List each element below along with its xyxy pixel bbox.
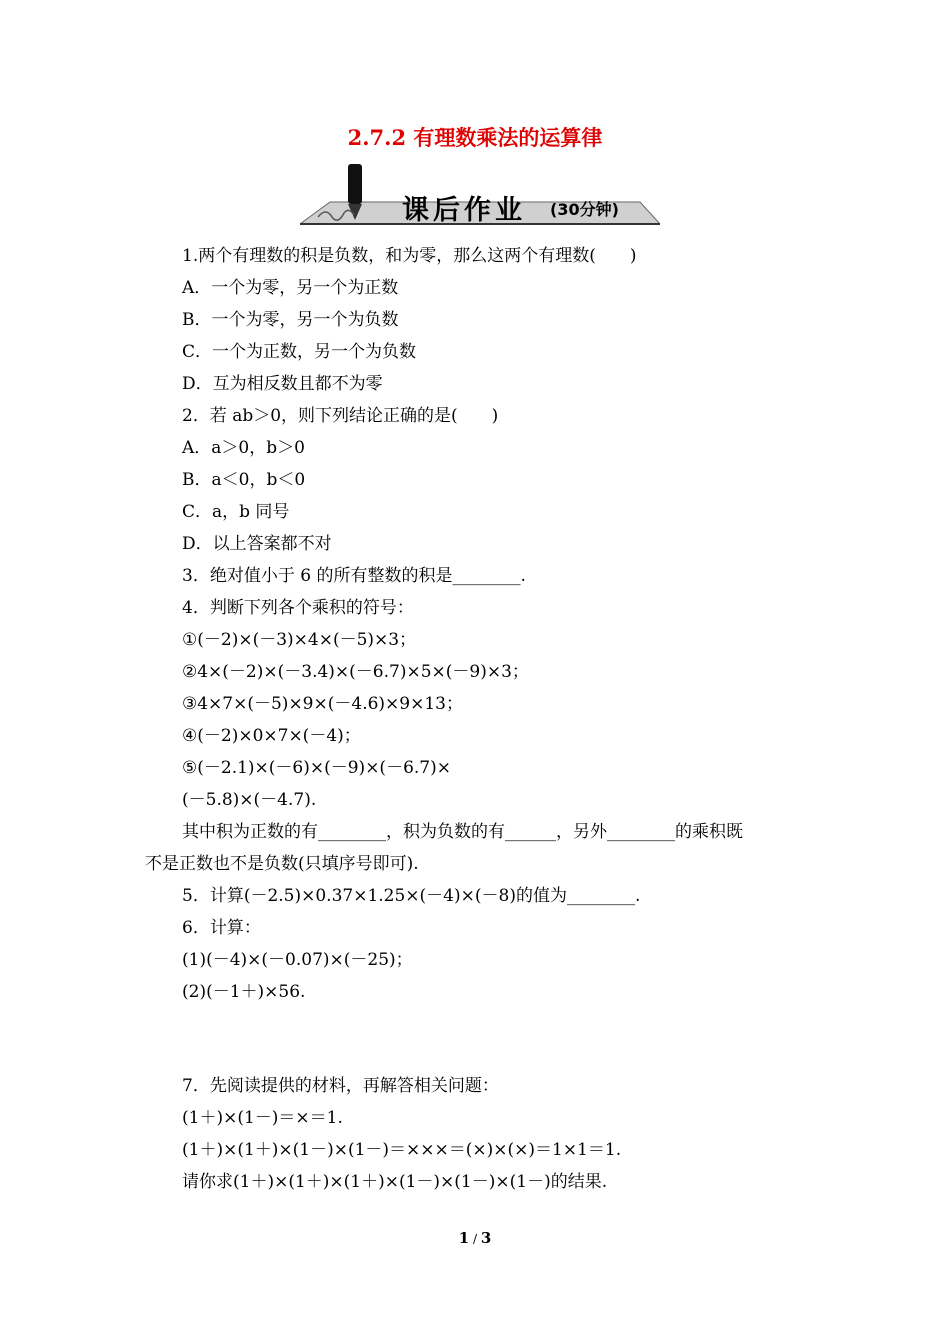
q4-instruction: 其中积为正数的有________，积为负数的有______，另外________的乘积既 [182,822,743,842]
q1-option-c: C．一个为正数，另一个为负数 [182,342,417,362]
q1-option-a: A．一个为零，另一个为正数 [182,278,399,298]
q2-option-d: D．以上答案都不对 [182,534,332,554]
q4-item-2: ②4×(－2)×(－3.4)×(－6.7)×5×(－9)×3； [182,662,529,682]
q1-option-d: D．互为相反数且都不为零 [182,374,383,394]
question-1: 1.两个有理数的积是负数，和为零，那么这两个有理数( ) [182,246,637,266]
q4-item-5: ⑤(－2.1)×(－6)×(－9)×(－6.7)× [182,758,451,778]
page-number: 1 / 3 [458,1229,492,1247]
q4-item-4: ④(－2)×0×7×(－4)； [182,726,361,746]
q4-instruction-cont: 不是正数也不是负数(只填序号即可). [145,854,419,874]
question-5: 5．计算(－2.5)×0.37×1.25×(－4)×(－8)的值为________. [182,886,641,906]
q2-option-b: B．a＜0，b＜0 [182,470,306,490]
page-total: 3 [480,1229,492,1247]
q1-option-b: B．一个为零，另一个为负数 [182,310,399,330]
q2-option-c: C．a，b 同号 [182,502,290,522]
q4-item-1: ①(－2)×(－3)×4×(－5)×3； [182,630,417,650]
q6-part-1: (1)(－4)×(－0.07)×(－25)； [182,950,413,970]
q4-item-3: ③4×7×(－5)×9×(－4.6)×9×13； [182,694,463,714]
q7-task: 请你求(1＋)×(1＋)×(1＋)×(1－)×(1－)×(1－)的结果. [182,1172,608,1192]
banner-time: (30分钟) [550,200,619,219]
banner-label: 课后作业 [402,195,526,226]
page-current: 1 [458,1229,470,1247]
question-4: 4．判断下列各个乘积的符号： [182,598,414,618]
q7-example-1: (1＋)×(1－)＝×＝1. [182,1108,343,1128]
q4-item-5-cont: (－5.8)×(－4.7). [182,790,317,810]
question-7: 7．先阅读提供的材料，再解答相关问题： [182,1076,499,1096]
question-3: 3．绝对值小于 6 的所有整数的积是________. [182,566,526,586]
q2-option-a: A．a＞0，b＞0 [182,438,305,458]
question-2: 2．若 ab＞0，则下列结论正确的是( ) [182,406,499,426]
q7-example-2: (1＋)×(1＋)×(1－)×(1－)＝×××＝(×)×(×)＝1×1＝1. [182,1140,622,1160]
q6-part-2: (2)(－1＋)×56. [182,982,306,1002]
question-6: 6．计算： [182,918,261,938]
page-title: 2.7.2 有理数乘法的运算律 [347,125,603,150]
